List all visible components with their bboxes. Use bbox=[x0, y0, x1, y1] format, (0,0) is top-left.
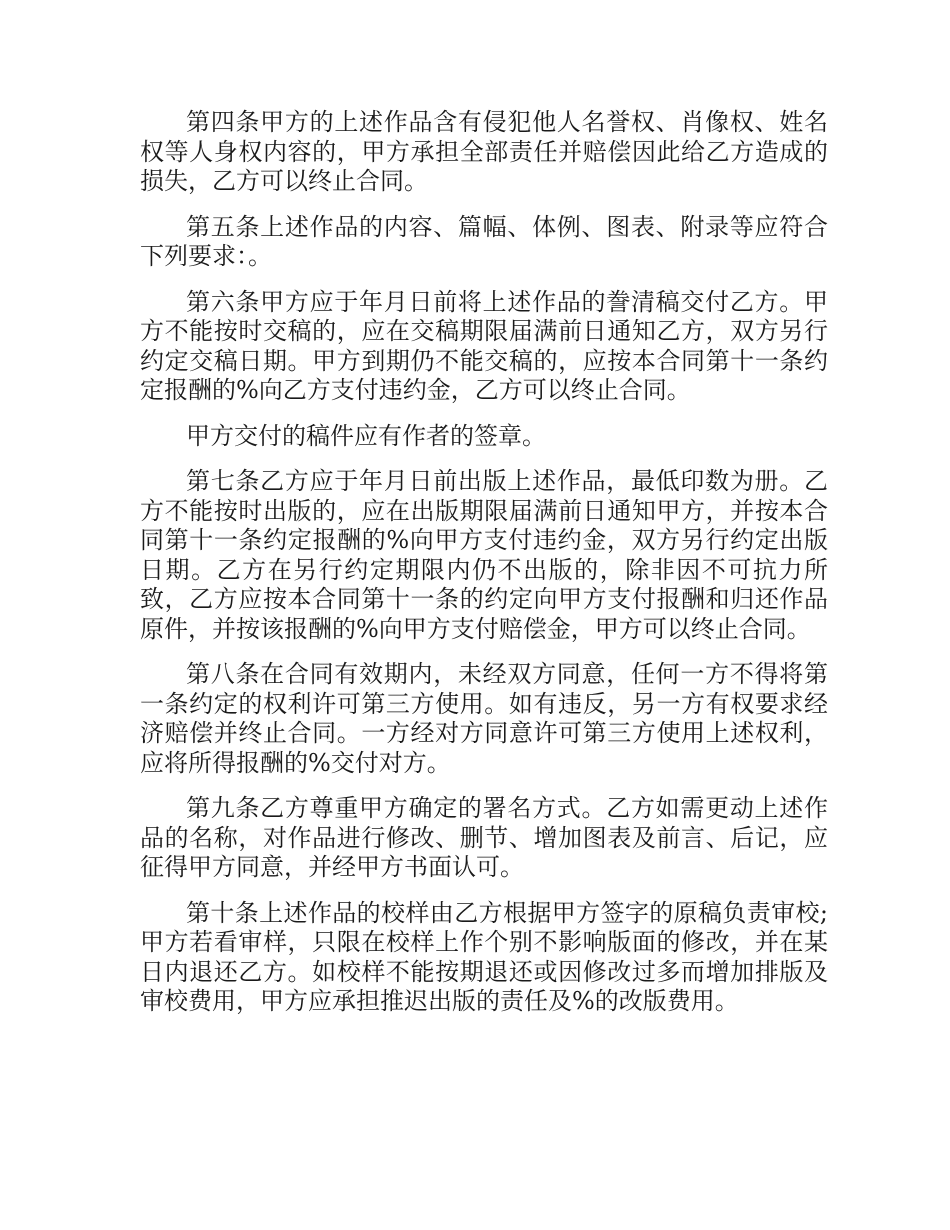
document-page bbox=[140, 108, 828, 1033]
paragraph-article-6: 第六条甲方应于年月日前将上述作品的誊清稿交付乙方。甲方不能按时交稿的，应在交稿期限届满前日通知乙方，双方另行约定交稿日期。甲方到期仍不能交稿的，应按本合同第十一条约定报酬的%向乙方支付违约金，乙方可以终止合同。 bbox=[140, 287, 828, 404]
paragraph-article-4: 第四条甲方的上述作品含有侵犯他人名誉权、肖像权、姓名权等人身权内容的，甲方承担全部责任并赔偿因此给乙方造成的损失，乙方可以终止合同。 bbox=[140, 108, 828, 195]
paragraph-article-7: 第七条乙方应于年月日前出版上述作品，最低印数为册。乙方不能按时出版的，应在出版期限届满前日通知甲方，并按本合同第十一条约定报酬的%向甲方支付违约金，双方另行约定出版日期。乙方在另行约定期限内仍不出版的，除非因不可抗力所致，乙方应按本合同第十一条的约定向甲方支付报酬和归还作品原件，并按该报酬的%向甲方支付赔偿金，甲方可以终止合同。 bbox=[140, 467, 828, 643]
paragraph-article-10: 第十条上述作品的校样由乙方根据甲方签字的原稿负责审校;甲方若看审样，只限在校样上作个别不影响版面的修改，并在某日内退还乙方。如校样不能按期退还或因修改过多而增加排版及审校费用，甲方应承担推迟出版的责任及%的改版费用。 bbox=[140, 898, 828, 1015]
paragraph-article-9: 第九条乙方尊重甲方确定的署名方式。乙方如需更动上述作品的名称，对作品进行修改、删节、增加图表及前言、后记，应征得甲方同意，并经甲方书面认可。 bbox=[140, 794, 828, 881]
paragraph-article-5: 第五条上述作品的内容、篇幅、体例、图表、附录等应符合下列要求：。 bbox=[140, 212, 828, 270]
paragraph-article-8: 第八条在合同有效期内，未经双方同意，任何一方不得将第一条约定的权利许可第三方使用。如有违反，另一方有权要求经济赔偿并终止合同。一方经对方同意许可第三方使用上述权利，应将所得报酬的%交付对方。 bbox=[140, 660, 828, 777]
paragraph-signature-note: 甲方交付的稿件应有作者的签章。 bbox=[186, 421, 546, 450]
